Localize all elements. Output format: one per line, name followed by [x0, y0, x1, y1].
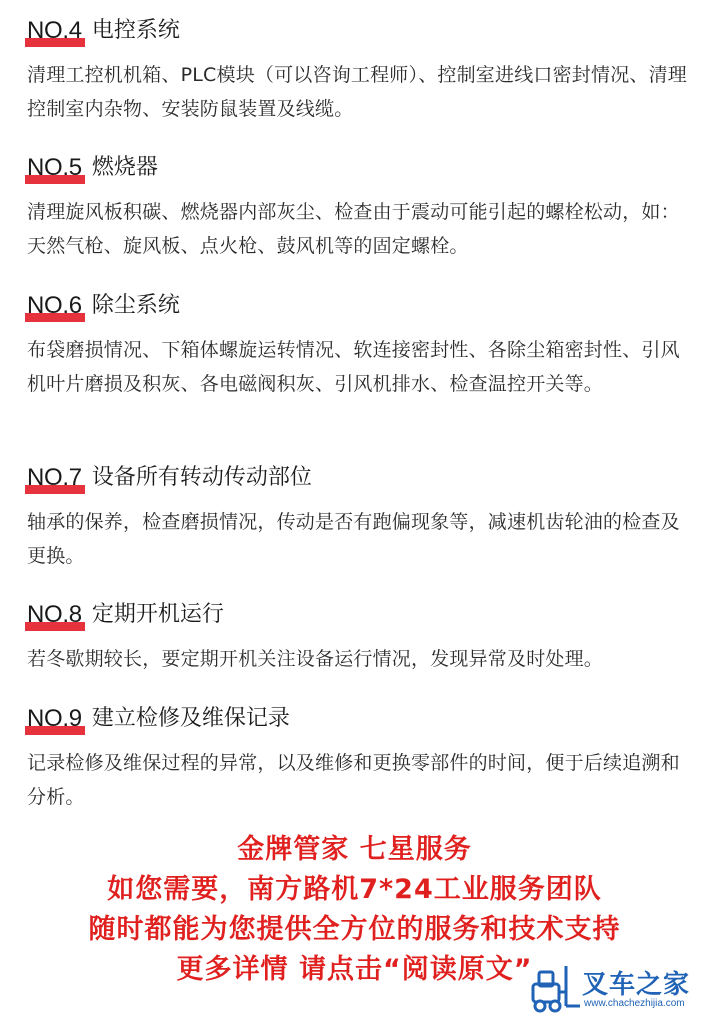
section-heading [27, 700, 691, 732]
section-title: 定期开机运行 [91, 602, 224, 627]
section-title: 建立检修及维保记录 [91, 706, 290, 731]
section-body: 布袋磨损情况、下箱体螺旋运转情况、软连接密封性、各除尘箱密封性、引风机叶片磨损及积灰、各电磁阀积灰、引风机排水、检查温控开关等。 [27, 339, 680, 395]
section-number: NO.9 [27, 705, 82, 732]
watermark-name: 叉车之家 [582, 970, 691, 1000]
section-no5 [27, 149, 691, 263]
promo-line-1: 金牌管家 七星服务 [237, 834, 472, 865]
promo-line-2: 如您需要，南方路机7*24工业服务团队 [107, 874, 602, 905]
section-title: 设备所有转动传动部位 [91, 465, 312, 490]
section-no9 [27, 700, 691, 814]
section-no7 [27, 459, 691, 573]
forklift-icon [530, 962, 584, 1016]
section-title: 除尘系统 [91, 293, 180, 318]
section-no8 [27, 596, 691, 676]
watermark-logo [530, 962, 702, 1016]
section-heading [27, 12, 691, 44]
promo-line-3: 随时都能为您提供全方位的服务和技术支持 [88, 914, 621, 945]
section-no4 [27, 12, 691, 126]
section-number: NO.8 [27, 601, 82, 628]
section-number: NO.7 [27, 464, 82, 491]
section-heading [27, 459, 691, 491]
section-number: NO.6 [27, 292, 82, 319]
section-body: 若冬歇期较长，要定期开机关注设备运行情况，发现异常及时处理。 [27, 648, 604, 670]
promo-line-4[interactable]: 更多详情 请点击“阅读原文” [176, 954, 533, 985]
section-no6 [27, 287, 691, 401]
section-heading [27, 287, 691, 319]
section-number: NO.5 [27, 154, 82, 181]
section-body: 轴承的保养，检查磨损情况，传动是否有跑偏现象等，减速机齿轮油的检查及更换。 [27, 511, 680, 567]
section-body: 记录检修及维保过程的异常，以及维修和更换零部件的时间，便于后续追溯和分析。 [27, 752, 680, 808]
section-number: NO.4 [27, 17, 82, 44]
section-title: 电控系统 [91, 18, 180, 43]
section-heading [27, 149, 691, 181]
watermark-url: www.chachezhijia.com [584, 998, 685, 1009]
section-body: 清理旋风板积碳、燃烧器内部灰尘、检查由于震动可能引起的螺栓松动，如：天然气枪、旋风板、点火枪、鼓风机等的固定螺栓。 [27, 201, 680, 257]
section-title: 燃烧器 [91, 155, 158, 180]
section-body: 清理工控机机箱、PLC模块（可以咨询工程师）、控制室进线口密封情况、清理控制室内杂物、安装防鼠装置及线缆。 [27, 64, 688, 120]
section-heading [27, 596, 691, 628]
